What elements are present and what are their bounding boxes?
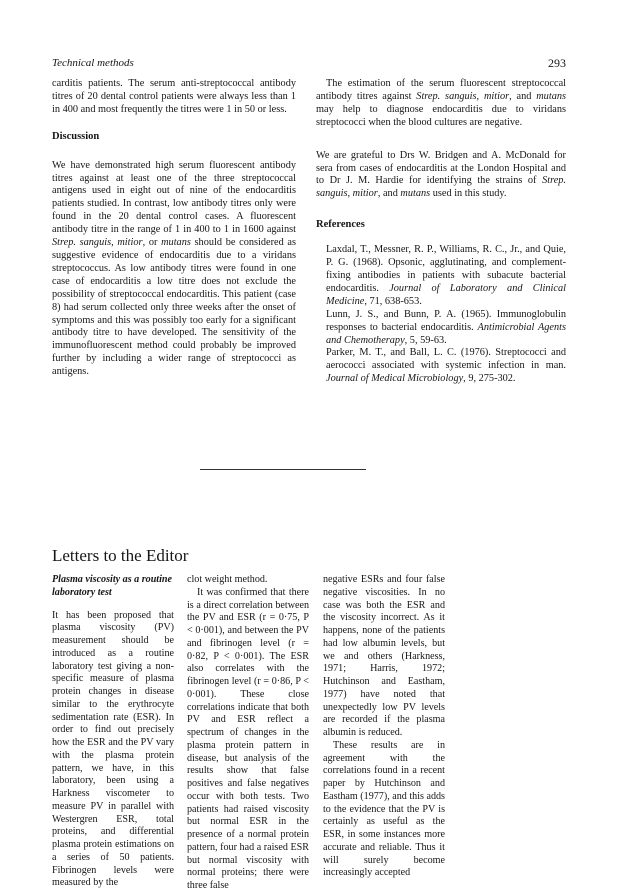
reference-text: Parker, M. T., and Ball, L. C. (1976). Streptococci and aerococci associated with systemic infection in man. — [326, 347, 566, 372]
reference-text: Laxdal, T., Messner, R. P., Williams, R. C., Jr., and Quie, P. G. (1968). Opsonic, agglutinating, and complement-fixing antibodies in patients with subacute bacterial endocarditis. — [326, 244, 566, 294]
discussion-text-2: , — [111, 237, 118, 249]
discussion-text-4: should be considered as suggestive evidence of endocarditis due to a viridans streptococcus. As low antibody titres were found in one case of endocarditis a low titre does not exclude the possibility of streptococcal endocarditis. This patient (case 8) had serum collected only three weeks after the onset of symptoms and this was possibly too early for a significant antibody titre to have developed. The sensitivity of the immunofluorescent method could probably be improved further by including a wider range of streptococci as antigens. — [52, 237, 296, 378]
reference-volume: , 5, 59-63. — [404, 334, 447, 346]
running-head: Technical methods — [52, 57, 134, 69]
letter-paragraph: clot weight method. — [187, 574, 268, 585]
reference-journal: Antimicrobial Agents and Chemotherapy — [326, 321, 566, 346]
para2-text-c: , and — [377, 188, 401, 200]
para1-text-a: The estimation of the serum fluorescent streptococcal antibody titres against — [316, 78, 566, 102]
letters-column-3 — [323, 574, 445, 880]
reference-text: Lunn, J. S., and Bunn, P. A. (1965). Immunoglobulin responses to bacterial endocarditis. — [326, 308, 566, 333]
letters-column-1 — [52, 574, 174, 890]
para1-italic-3: mutans — [536, 90, 566, 102]
acknowledgements-paragraph — [316, 150, 566, 202]
letter-paragraph: These results are in agreement with the correlations found in a recent paper by Hutchinson and Eastham (1977), and this adds to the evidence that the PV is certainly as useful as the ESR, in some instances more accurate and reliable. Thus it will surely become increasingly accepted — [323, 739, 445, 879]
references-heading: References — [316, 219, 365, 231]
para1-text-b: , — [476, 90, 484, 102]
discussion-italic-3: mutans — [161, 237, 191, 249]
reference-volume: , 71, 638-653. — [364, 295, 422, 307]
discussion-text-1: We have demonstrated high serum fluorescent antibody titres against at least one of the three streptococcal antigens used in eight out of nine of the endocarditis patients studied. In contrast, low antibody titres only were found in the 20 dental control cases. A fluorescent antibody titre in the range of 1 in 400 to 1 in 1600 against — [52, 159, 296, 236]
letter-subheading: Plasma viscosity as a routine laboratory test — [52, 574, 173, 598]
letters-column-2 — [187, 574, 309, 893]
discussion-text-3: , or — [142, 237, 162, 249]
letters-section-title: Letters to the Editor — [52, 546, 189, 565]
section-divider — [200, 469, 366, 470]
para2-text-a: We are grateful to Drs W. Bridgen and A. McDonald for sera from cases of endocarditis at the London Hospital and to Dr J. M. Hardie for identifying the strains of — [316, 149, 566, 187]
discussion-italic-1: Strep. sanguis — [52, 237, 112, 249]
para2-italic-3: mutans — [400, 188, 431, 200]
reference-item — [316, 309, 566, 348]
discussion-paragraph — [52, 160, 296, 379]
reference-item — [316, 347, 566, 386]
reference-journal: Journal of Laboratory and Clinical Medicine — [326, 282, 566, 307]
letter-paragraph: It was confirmed that there is a direct correlation between the PV and ESR (r = 0·75, P < 0·001), and between the PV and fibrinogen level (r = 0·82, P < 0·001). The ESR also correlates with the fibrinogen level (r = 0·86, P < 0·001). These close correlations indicate that both PV and ESR reflect a spectrum of changes in the plasma protein pattern in disease, but analysis of the results show that false positives and false negatives occur with both tests. Two patients had raised viscosity but normal ESR in the presence of a normal protein pattern, four had a raised ESR but normal viscosity with normal proteins; there were three false — [187, 586, 309, 891]
para2-italic-2: mitior — [352, 188, 378, 200]
continuation-paragraph: carditis patients. The serum anti-streptococcal antibody titres of 20 dental control patients were always less than 1 in 400 and most frequently the titres were 1 in 50 or less. — [52, 78, 296, 115]
para1-italic-2: mitior — [483, 90, 510, 102]
para1-text-d: may help to diagnose endocarditis due to viridans streptococci when the blood cultures are negative. — [316, 103, 566, 128]
letter-paragraph: It has been proposed that plasma viscosity (PV) measurement should be introduced as a routine laboratory test giving a non-specific measure of plasma protein changes in disease similar to the erythrocyte sedimentation rate (ESR). In order to find out precisely how the ESR and the PV vary with the plasma protein pattern, we have, in this laboratory, been using a Harkness viscometer to measure PV in parallel with Westergren ESR, total proteins, and differential plasma protein estimations on a series of 50 patients. Fibrinogen levels were measured by the — [52, 609, 174, 889]
reference-item — [316, 244, 566, 309]
letter-paragraph: negative ESRs and four false negative viscosities. In no case was both the ESR and the viscosity incorrect. As it happens, none of the patients had low albumin levels, but we and others (Harkness, 1971; Harris, 1972; Hutchinson and Eastham, 1977) have noted that unexpectedly low PV levels are recorded if the plasma albumin is reduced. — [323, 574, 445, 738]
reference-volume: , 9, 275-302. — [463, 373, 516, 385]
discussion-italic-2: mitior — [117, 237, 143, 249]
left-column — [52, 78, 296, 379]
para2-italic-1: Strep. sanguis — [316, 175, 566, 200]
para1-italic-1: Strep. sanguis — [416, 90, 477, 102]
para2-text-d: used in this study. — [430, 188, 507, 200]
page-number: 293 — [548, 56, 566, 70]
conclusion-paragraph — [316, 78, 566, 130]
right-column — [316, 78, 566, 386]
reference-journal: Journal of Medical Microbiology — [326, 373, 464, 385]
para2-text-b: , — [347, 188, 353, 200]
discussion-heading: Discussion — [52, 130, 100, 142]
para1-text-c: , and — [509, 90, 537, 102]
